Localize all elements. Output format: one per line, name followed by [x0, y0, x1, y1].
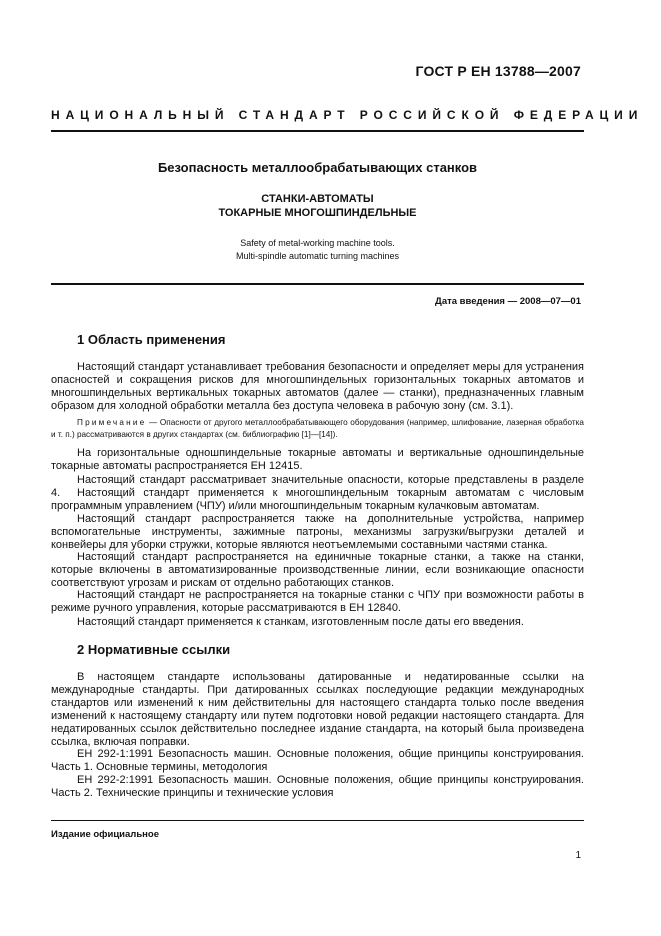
english-title-line-2: Multi-spindle automatic turning machines	[235, 251, 400, 261]
page-number: 1	[575, 850, 581, 861]
introduction-date: Дата введения — 2008—07—01	[435, 296, 581, 307]
section-1-paragraph-1: Настоящий стандарт устанавливает требования безопасности и определяет меры для устранения опасностей и сокращения рисков для многошпиндельных горизонтальных токарных автоматов и многошпиндельных вертикальных токарных автоматов (далее — станки), предназначенных главным образом для холодной обработки металла без доступа человека в рабочую зону (см. 3.1).	[51, 361, 584, 413]
document-title: Безопасность металлообрабатывающих станков	[157, 160, 478, 175]
note-label: Примечание	[77, 418, 147, 427]
official-edition-label: Издание официальное	[51, 829, 159, 840]
section-2-heading: 2 Нормативные ссылки	[77, 642, 231, 657]
english-title	[51, 237, 584, 263]
top-divider	[51, 130, 584, 132]
document-subtitle	[51, 192, 584, 220]
section-1-heading: 1 Область применения	[77, 332, 226, 347]
subtitle-line-1: СТАНКИ-АВТОМАТЫ	[261, 193, 374, 205]
document-code: ГОСТ Р ЕН 13788—2007	[415, 63, 581, 79]
section-1-paragraph-5: Настоящий стандарт распространяется также на дополнительные устройства, например вспомогательные инструменты, зажимные патроны, механизмы загрузки/выгрузки деталей и конвейеры для уборки стружки, которые являются неотъемлемыми составными частями станка.	[51, 513, 584, 552]
middle-divider	[51, 283, 584, 285]
section-2-reference-1: ЕН 292-1:1991 Безопасность машин. Основные положения, общие принципы конструирования. Часть 1. Основные термины, методология	[51, 748, 584, 774]
subtitle-line-2: ТОКАРНЫЕ МНОГОШПИНДЕЛЬНЫЕ	[218, 207, 417, 219]
section-1-paragraph-7: Настоящий стандарт не распространяется на токарные станки с ЧПУ при возможности работы в режиме ручного управления, которые рассматриваются в ЕН 12840.	[51, 589, 584, 615]
section-2-paragraph-1: В настоящем стандарте использованы датированные и недатированные ссылки на международные стандарты. При датированных ссылках последующие редакции международных стандартов или изменений к ним действительны для настоящего стандарта только после введения изменений к настоящему стандарту или путем подготовки новой редакции настоящего стандарта. Для недатированных ссылок действительно последнее издание стандарта, на который была произведена ссылка, включая поправки.	[51, 671, 584, 749]
section-1-paragraph-8: Настоящий стандарт применяется к станкам, изготовленным после даты его введения.	[77, 616, 524, 628]
english-title-line-1: Safety of metal-working machine tools.	[240, 238, 395, 248]
section-1-paragraph-6: Настоящий стандарт распространяется на единичные токарные станки, а также на станки, которые включены в автоматизированные производственные линии, если возникающие опасности соответствуют угрозам и рискам от отдельно работающих станков.	[51, 551, 584, 590]
section-2-reference-2: ЕН 292-2:1991 Безопасность машин. Основные положения, общие принципы конструирования. Часть 2. Технические принципы и технические условия	[51, 774, 584, 800]
section-1-note: Примечание — Опасности от другого металлообрабатывающего оборудования (например, шлифование, лазерная обработка и т. п.) рассматриваются в других стандартах (см. библиографию [1]—[14]).	[51, 418, 584, 439]
section-1-paragraph-2: На горизонтальные одношпиндельные токарные автоматы и вертикальные одношпиндельные токарные автоматы распространяется ЕН 12415.	[51, 447, 584, 473]
section-1-paragraph-3: Настоящий стандарт рассматривает значительные опасности, которые представлены в разделе 4.	[51, 474, 584, 500]
section-1-paragraph-4: Настоящий стандарт применяется к многошпиндельным токарным автоматам с числовым программным управлением (ЧПУ) и/или многошпиндельным токарным кулачковым автоматам.	[51, 487, 584, 513]
footer-divider	[51, 820, 584, 821]
national-standard-banner: НАЦИОНАЛЬНЫЙ СТАНДАРТ РОССИЙСКОЙ ФЕДЕРАЦИИ	[51, 108, 644, 122]
